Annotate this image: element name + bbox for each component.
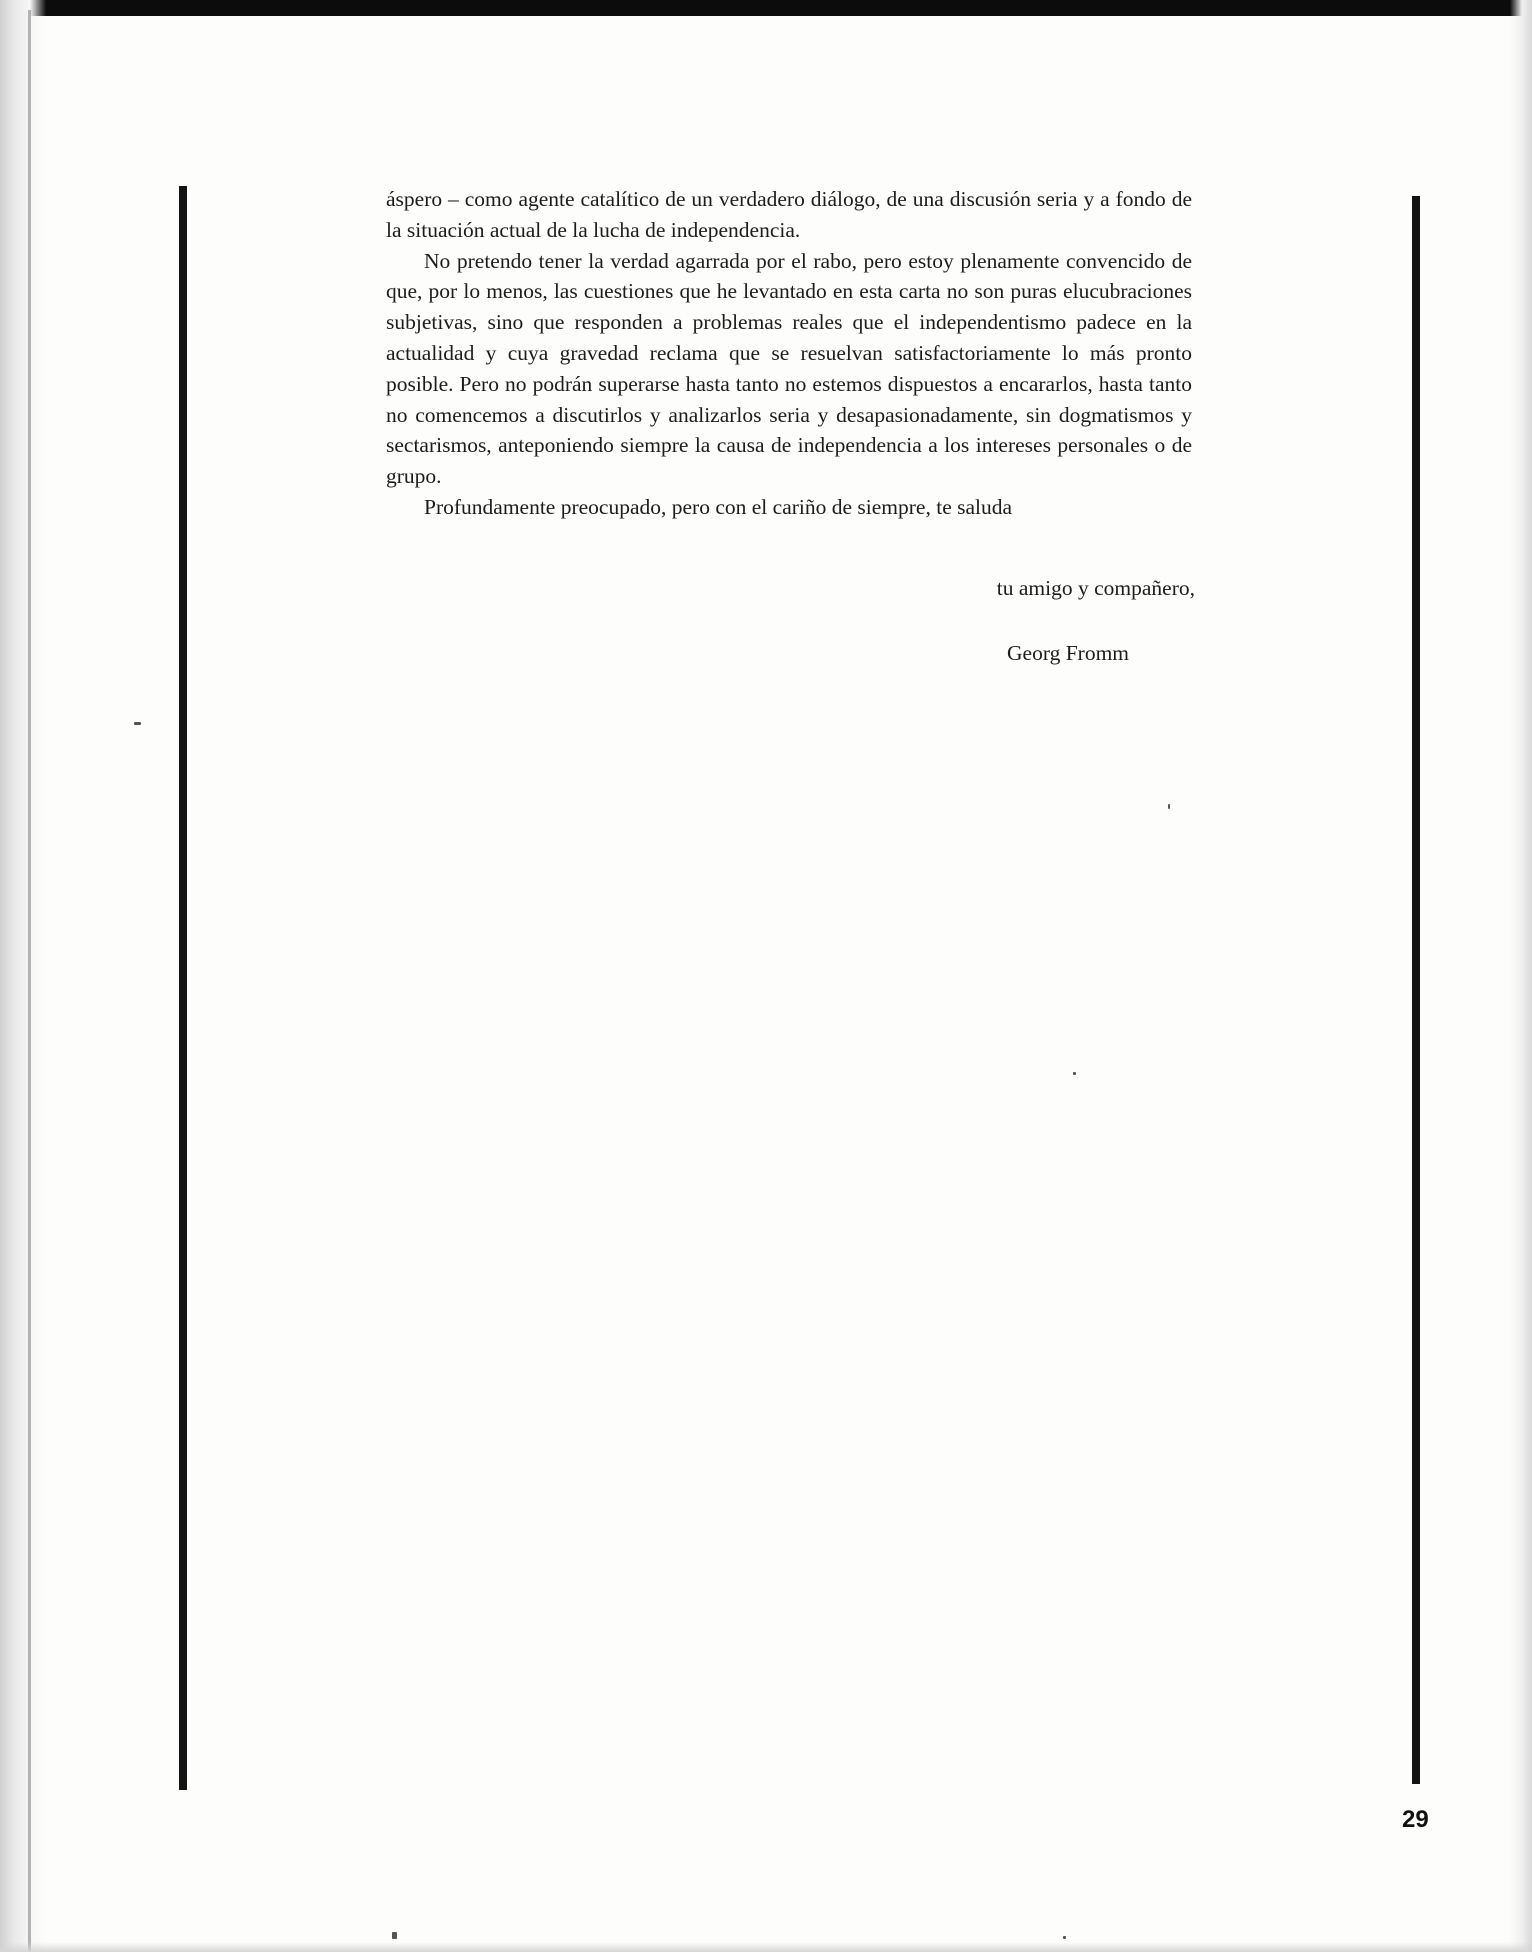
scan-speck [1073,1072,1076,1075]
left-vertical-rule [179,186,187,1790]
page-number: 29 [1402,1806,1429,1833]
scan-top-border [0,0,1532,16]
signature: Georg Fromm [1007,641,1130,665]
binding-shadow [0,0,46,1952]
right-vertical-rule [1412,196,1420,1784]
scan-speck [392,1932,397,1939]
paragraph-farewell: Profundamente preocupado, pero con el cariño de siempre, te saluda [424,494,1013,519]
binding-crease [28,10,31,1952]
scan-speck [1168,804,1170,809]
scan-speck [1063,1936,1066,1939]
bottom-page-edge [0,1942,1532,1952]
closing-line: tu amigo y compañero, [996,576,1195,600]
paragraph-continuation: áspero – como agente catalítico de un verdadero diálogo, de una discusión seria y a fondo de la situación actual de la lucha de independencia. [386,187,1192,242]
scan-speck [134,722,141,725]
paragraph-main: No pretendo tener la verdad agarrada por el rabo, pero estoy plenamente convencido de que, por lo menos, las cuestiones que he levantado en esta carta no son puras elucubraciones subjetivas, sino que responden a problemas reales que el independentismo padece en la actualidad y cuya gravedad reclama que se resuelvan satisfactoriamente lo más pronto posible. Pero no podrán superarse hasta tanto no estemos dispuestos a encararlos, hasta tanto no comencemos a discutirlos y analizarlos seria y desapasionadamente, sin dogmatismos y sectarismos, anteponiendo siempre la causa de independencia a los intereses personales o de grupo. [386,248,1192,489]
letter-body [386,184,1192,523]
right-page-edge [1510,0,1532,1952]
